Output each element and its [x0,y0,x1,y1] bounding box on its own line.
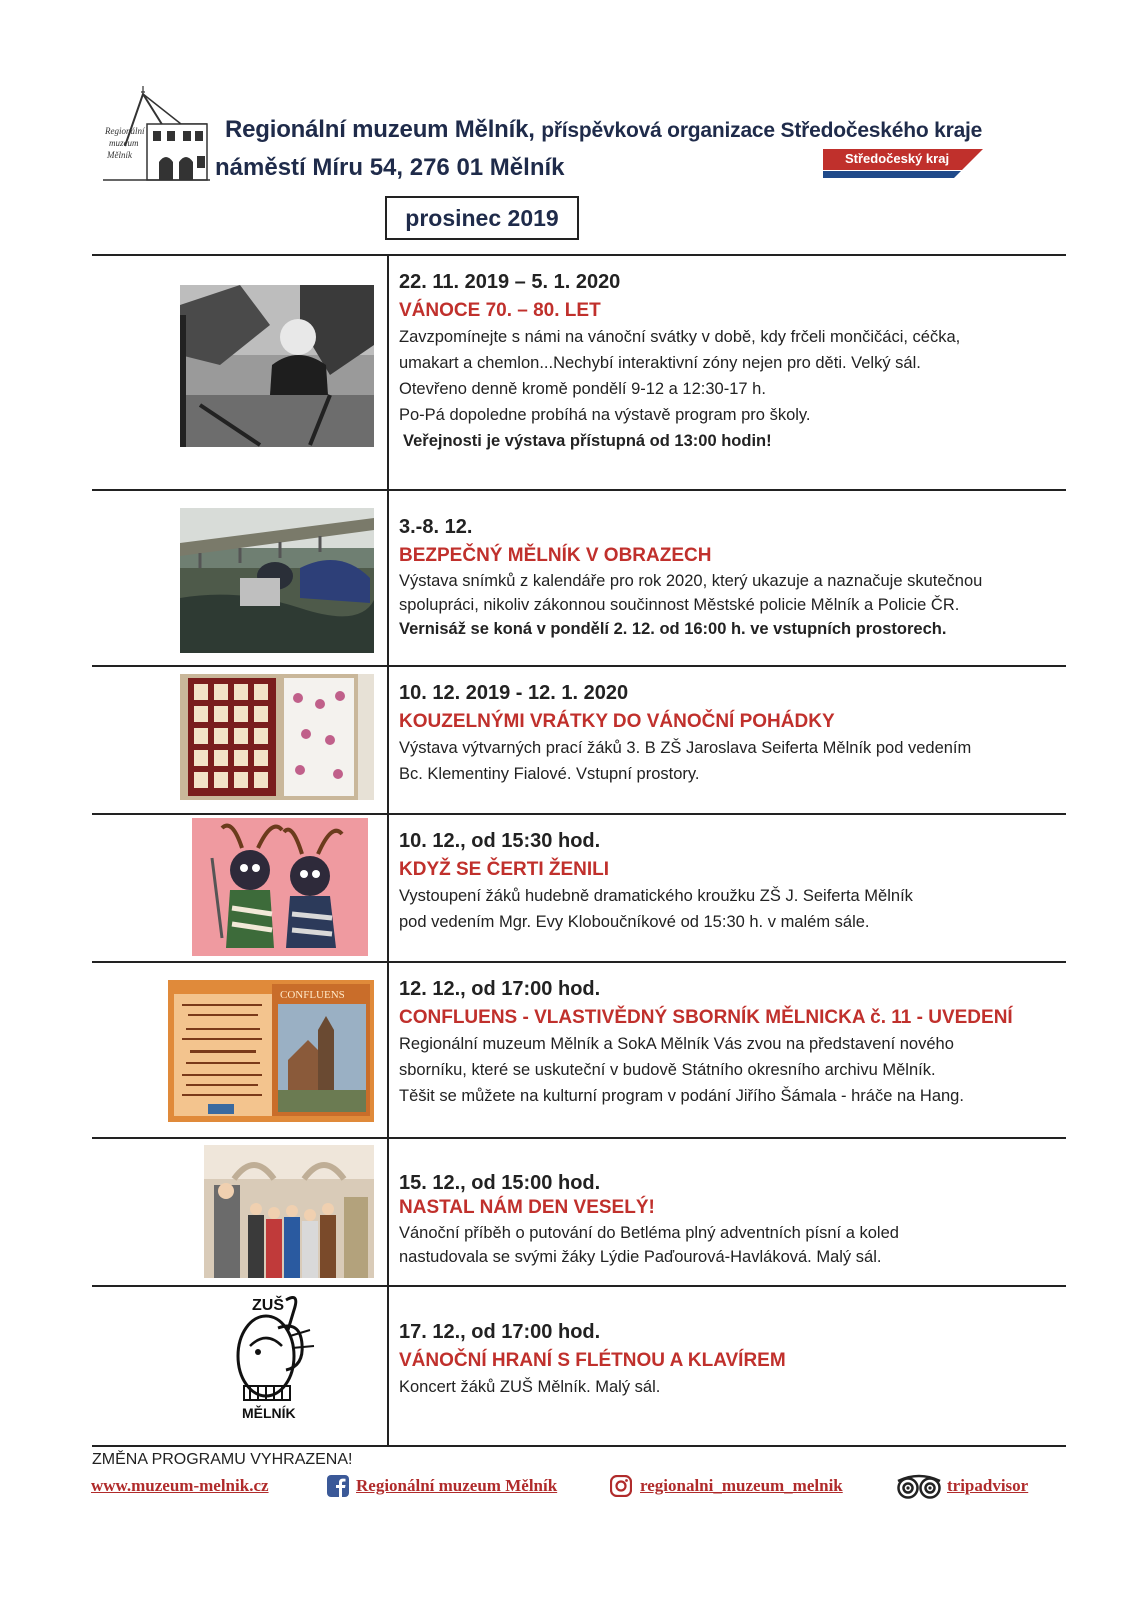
event-title: NASTAL NÁM DEN VESELÝ! [399,1197,655,1218]
event-image-confluens-invitation [168,980,374,1122]
event-line: Vánoční příběh o putování do Betléma plný adventních písní a koled [399,1224,899,1242]
event-photo-police-river [180,508,374,653]
organization-address: náměstí Míru 54, 276 01 Mělník [215,154,565,181]
event-date: 10. 12. 2019 - 12. 1. 2020 [399,682,629,704]
svg-text:Regionální: Regionální [105,126,145,136]
org-suffix: příspěvková organizace Středočeského kraje [541,119,983,142]
divider [92,1137,1066,1139]
svg-text:muzeum: muzeum [109,138,139,148]
divider [92,665,1066,667]
divider [92,1445,1066,1447]
event-2 [399,516,982,641]
event-image-devils-drawing [192,818,368,956]
event-7 [399,1321,786,1400]
event-line: spolupráci, nikoliv zákonnou součinnost Městské policie Mělník a Policie ČR. [399,596,960,614]
event-line: pod vedením Mgr. Evy Kloboučníkové od 15:30 h. v malém sále. [399,913,870,931]
column-divider [387,255,389,1445]
divider [92,813,1066,815]
event-date: 10. 12., od 15:30 hod. [399,830,601,852]
instagram-icon[interactable] [610,1475,632,1497]
event-1 [399,271,960,454]
event-line: Koncert žáků ZUŠ Mělník. Malý sál. [399,1378,661,1396]
event-line: Výstava snímků z kalendáře pro rok 2020, který ukazuje a naznačuje skutečnou [399,572,983,590]
month-box: prosinec 2019 [385,196,579,240]
facebook-link[interactable]: Regionální muzeum Mělník [356,1476,558,1495]
event-line: Bc. Klementiny Fialové. Vstupní prostory. [399,765,700,783]
event-date: 3.-8. 12. [399,516,473,538]
divider [92,1285,1066,1287]
website-link[interactable]: www.muzeum-melnik.cz [91,1476,269,1495]
region-badge-label: Středočeský kraj [845,151,950,166]
event-date: 22. 11. 2019 – 5. 1. 2020 [399,271,621,293]
divider [92,254,1066,256]
event-line: Vystoupení žáků hudebně dramatického kroužku ZŠ J. Seiferta Mělník [399,887,913,905]
event-line: Výstava výtvarných prací žáků 3. B ZŠ Jaroslava Seiferta Mělník pod vedením [399,739,972,757]
event-photo-nativity-play [204,1145,374,1278]
event-description [399,569,982,641]
event-note: Vernisáž se koná v pondělí 2. 12. od 16:00 h. ve vstupních prostorech. [399,620,947,638]
event-description [399,1031,1013,1109]
event-4 [399,830,913,935]
event-line: Po-Pá dopoledne probíhá na výstavě program pro školy. [399,406,811,424]
event-line: umakart a chemlon...Nechybí interaktivní zóny nejen pro děti. Velký sál. [399,354,921,372]
tripadvisor-icon[interactable] [894,1473,944,1499]
divider [92,489,1066,491]
svg-text:ZUŠ: ZUŠ [252,1297,284,1314]
event-date: 15. 12., od 15:00 hod. [399,1172,601,1194]
event-note: Veřejnosti je výstava přístupná od 13:00 hodin! [403,432,772,450]
event-3 [399,682,971,787]
divider [92,961,1066,963]
event-description [399,324,960,454]
zus-logo [230,1290,320,1423]
event-title: VÁNOČNÍ HRANÍ S FLÉTNOU A KLAVÍREM [399,1350,786,1371]
event-line: Otevřeno denně kromě pondělí 9-12 a 12:30-17 h. [399,380,766,398]
event-description [399,1221,899,1269]
event-line: nastudovala se svými žáky Lýdie Paďourová-Havláková. Malý sál. [399,1248,882,1266]
tripadvisor-link[interactable]: tripadvisor [947,1476,1029,1495]
event-line: sborníku, které se uskuteční v budově Státního okresního archivu Mělník. [399,1061,936,1079]
organization-name [225,116,982,144]
event-title: CONFLUENS - VLASTIVĚDNÝ SBORNÍK MĚLNICKA č. 11 - UVEDENÍ [399,1007,1013,1028]
facebook-icon[interactable] [327,1475,349,1497]
event-date: 12. 12., od 17:00 hod. [399,978,601,1000]
org-name: Regionální muzeum Mělník, [225,116,535,143]
svg-text:CONFLUENS: CONFLUENS [280,989,345,1001]
museum-logo [103,86,210,186]
event-date: 17. 12., od 17:00 hod. [399,1321,601,1343]
event-title: KDYŽ SE ČERTI ŽENILI [399,859,610,880]
svg-text:MĚLNÍK: MĚLNÍK [242,1405,296,1421]
event-description [399,883,913,935]
event-6 [399,1172,899,1269]
svg-text:Mělník: Mělník [107,150,132,160]
event-photo-children-art [180,674,374,800]
event-photo-christmas-child [180,285,374,447]
event-description [399,1374,786,1400]
event-title: BEZPEČNÝ MĚLNÍK V OBRAZECH [399,545,712,566]
program-change-notice: ZMĚNA PROGRAMU VYHRAZENA! [92,1451,353,1468]
event-line: Zavzpomínejte s námi na vánoční svátky v době, kdy frčeli mončičáci, céčka, [399,328,961,346]
event-line: Těšit se můžete na kulturní program v podání Jiřího Šámala - hráče na Hang. [399,1087,964,1105]
event-line: Regionální muzeum Mělník a SokA Mělník Vás zvou na představení nového [399,1035,954,1053]
event-description [399,735,971,787]
event-title: VÁNOCE 70. – 80. LET [399,300,601,321]
instagram-link[interactable]: regionalni_muzeum_melnik [640,1476,843,1495]
event-5 [399,978,1013,1109]
event-title: KOUZELNÝMI VRÁTKY DO VÁNOČNÍ POHÁDKY [399,711,835,732]
